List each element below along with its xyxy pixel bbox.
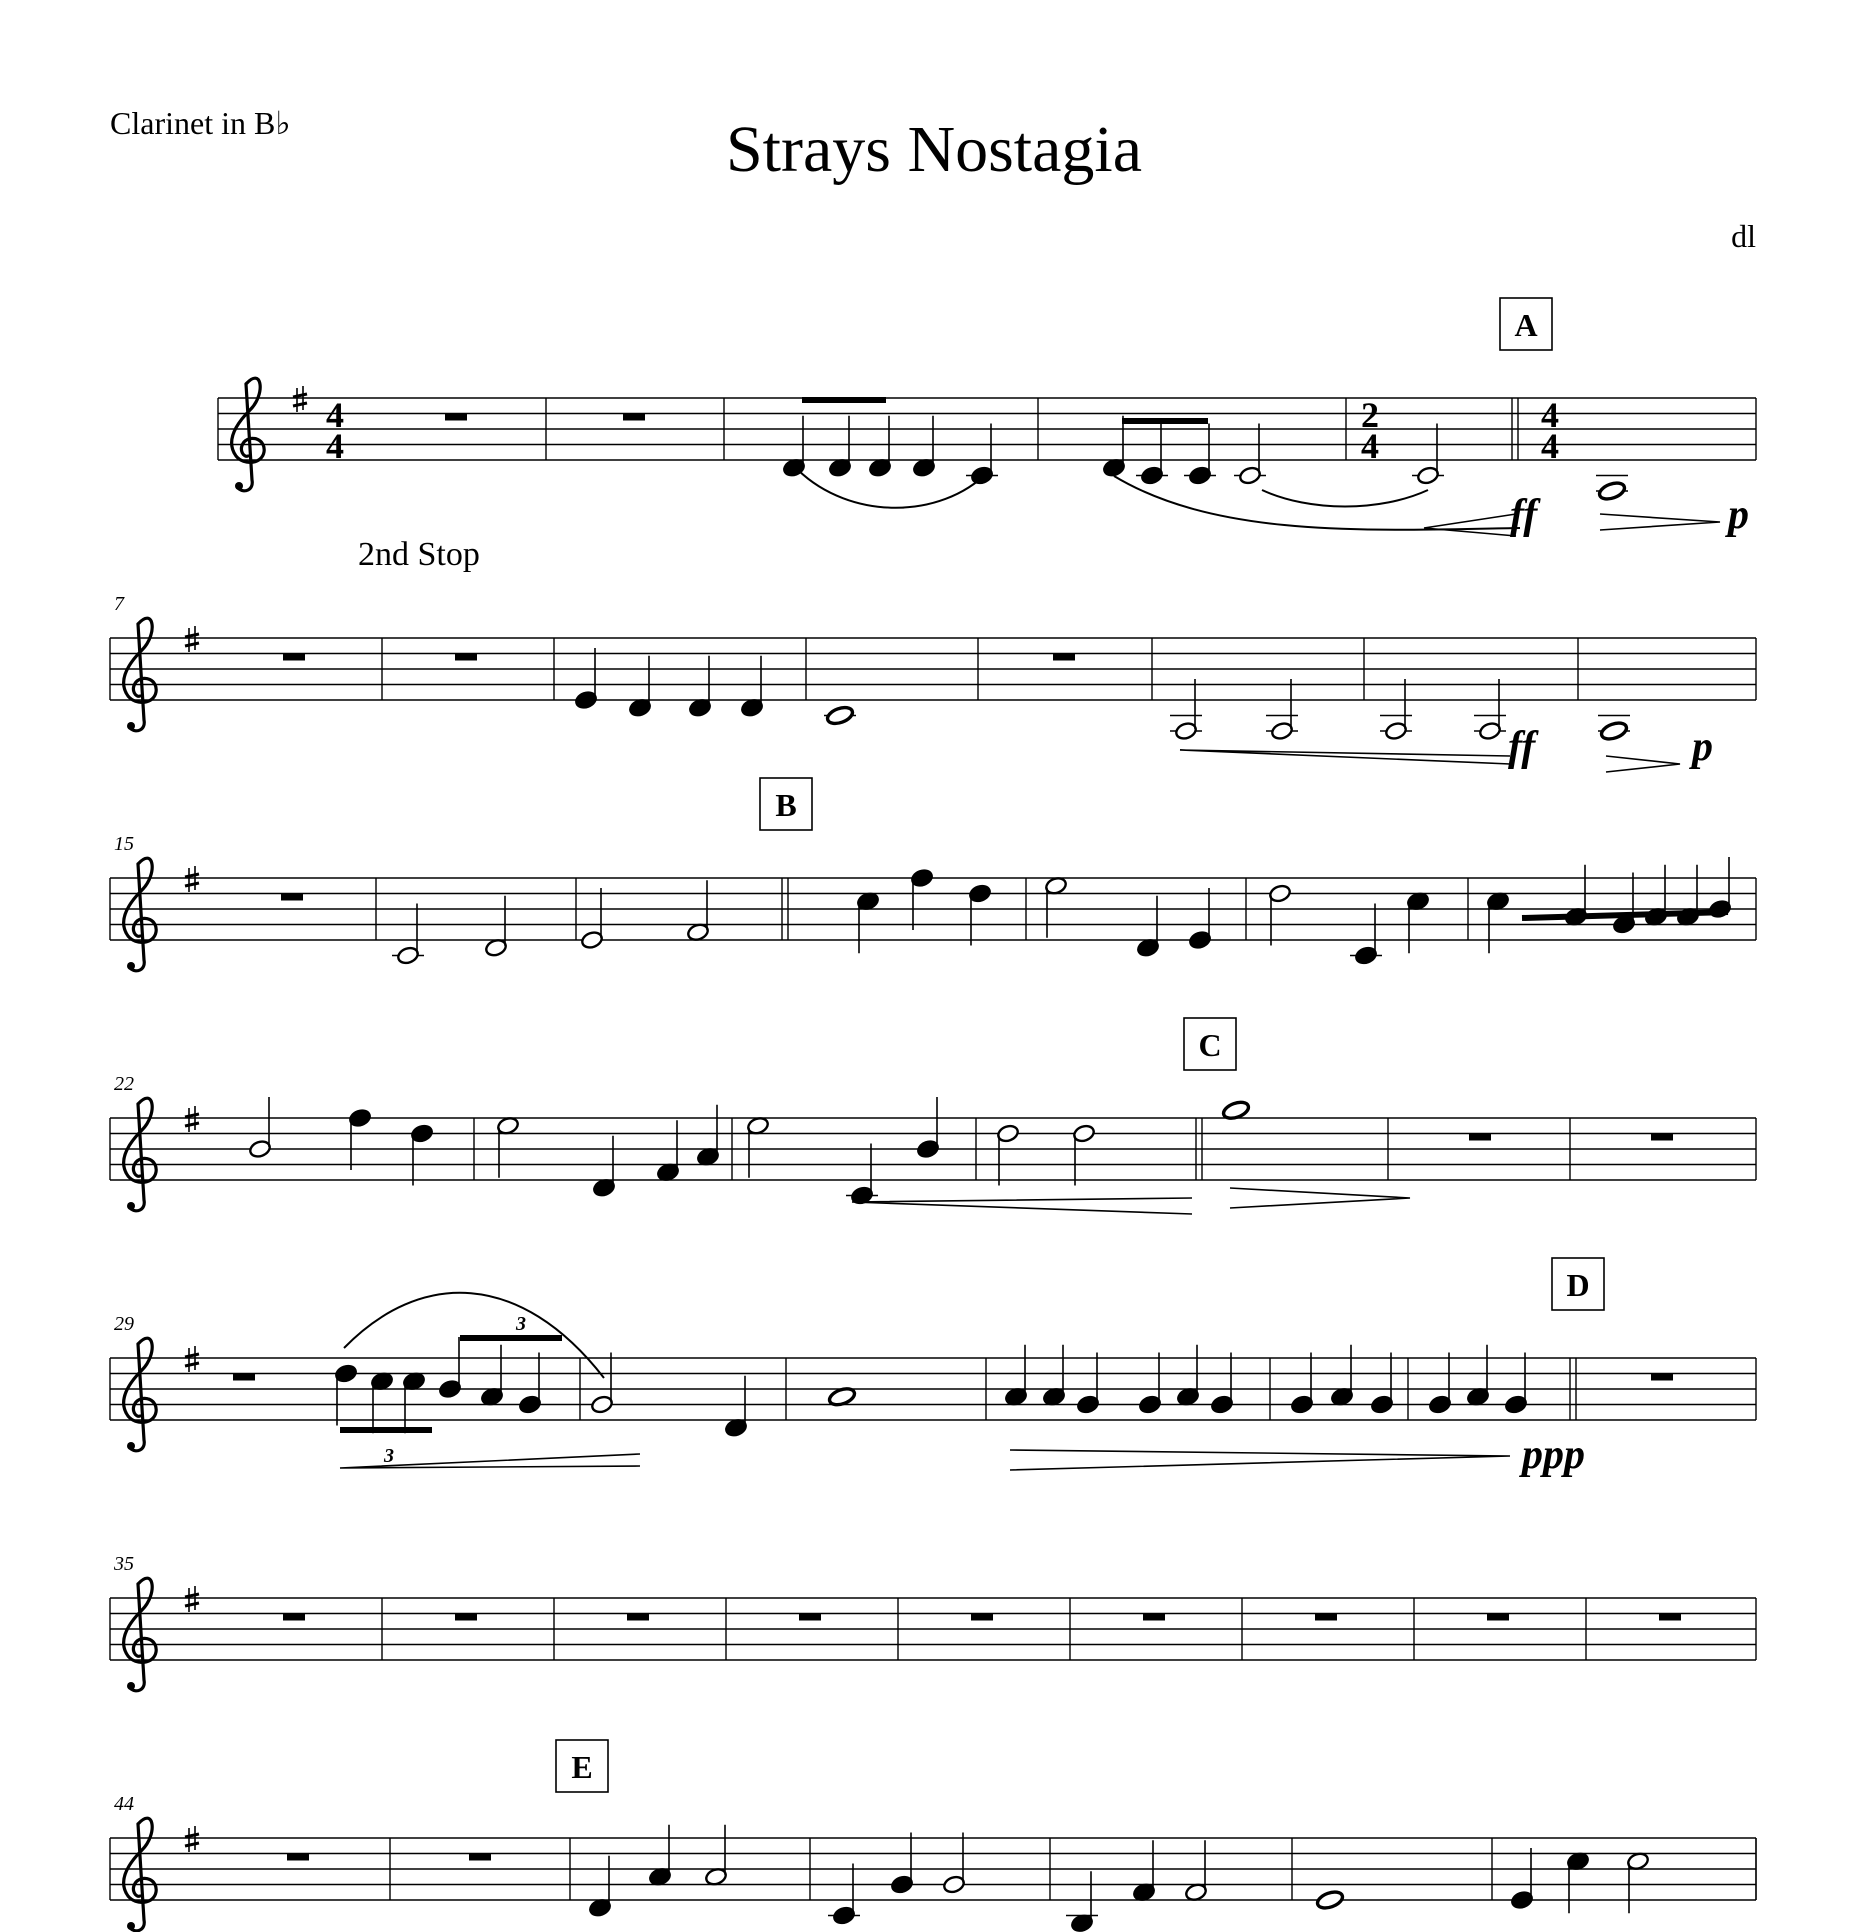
rehearsal-mark-d — [1552, 1258, 1604, 1310]
svg-text:E: E — [571, 1749, 593, 1785]
treble-clef — [124, 1338, 157, 1451]
key-signature-sharp — [185, 1826, 199, 1852]
time-signature: 2 — [1361, 395, 1379, 435]
key-signature-sharp — [293, 386, 307, 412]
whole-rest — [1315, 1614, 1337, 1621]
measure-number: 29 — [114, 1313, 134, 1335]
whole-rest — [469, 1854, 491, 1861]
whole-rest — [1651, 1374, 1673, 1381]
time-signature: 4 — [326, 426, 344, 466]
time-signature: 4 — [326, 395, 344, 435]
dynamic-mark: p — [1728, 492, 1749, 538]
decrescendo-hairpin — [1230, 1188, 1410, 1208]
treble-clef — [124, 1818, 157, 1931]
tuplet-number: 3 — [516, 1313, 526, 1335]
dynamic-mark: ff — [1510, 492, 1538, 538]
measure-number: 44 — [114, 1793, 134, 1815]
treble-clef — [124, 618, 157, 731]
score-title: Strays Nostagia — [725, 113, 1143, 186]
whole-rest — [1487, 1614, 1509, 1621]
key-signature-sharp — [185, 626, 199, 652]
time-signature: 4 — [1541, 426, 1559, 466]
crescendo-hairpin — [1424, 514, 1516, 536]
whole-rest — [445, 414, 467, 421]
tuplet-number: 3 — [384, 1445, 394, 1467]
whole-note — [1315, 1889, 1344, 1911]
treble-clef — [124, 1578, 157, 1691]
instrument-name: Clarinet in B♭ — [110, 105, 291, 141]
whole-note — [825, 704, 854, 726]
whole-rest — [281, 894, 303, 901]
composer-name: dl — [1731, 218, 1756, 254]
rehearsal-mark-e — [556, 1740, 608, 1792]
measure-number: 15 — [114, 833, 134, 855]
measure-number: 35 — [114, 1553, 134, 1575]
whole-rest — [283, 1614, 305, 1621]
measure-number: 7 — [114, 593, 124, 615]
whole-note — [1599, 720, 1628, 742]
slur — [1114, 476, 1520, 530]
whole-note — [1597, 480, 1626, 502]
key-signature-sharp — [185, 1586, 199, 1612]
whole-rest — [1469, 1134, 1491, 1141]
rehearsal-mark-a — [1500, 298, 1552, 350]
rehearsal-mark-c — [1184, 1018, 1236, 1070]
svg-text:C: C — [1198, 1027, 1222, 1063]
key-signature-sharp — [185, 866, 199, 892]
whole-rest — [1651, 1134, 1673, 1141]
dynamic-mark: ppp — [1522, 1432, 1585, 1478]
key-signature-sharp — [185, 1106, 199, 1132]
whole-rest — [1659, 1614, 1681, 1621]
time-signature: 4 — [1541, 395, 1559, 435]
svg-text:A: A — [1514, 307, 1538, 343]
treble-clef — [232, 378, 265, 491]
crescendo-hairpin — [852, 1198, 1192, 1214]
decrescendo-hairpin — [1606, 756, 1680, 772]
treble-clef — [124, 858, 157, 971]
dynamic-mark: ff — [1508, 724, 1536, 770]
time-signature: 4 — [1361, 426, 1379, 466]
slur — [798, 470, 988, 508]
whole-rest — [455, 654, 477, 661]
measure-number: 22 — [114, 1073, 134, 1095]
whole-rest — [623, 414, 645, 421]
decrescendo-hairpin — [1600, 514, 1720, 530]
whole-rest — [1053, 654, 1075, 661]
whole-rest — [1143, 1614, 1165, 1621]
tie — [1262, 490, 1428, 507]
whole-rest — [627, 1614, 649, 1621]
svg-text:B: B — [775, 787, 797, 823]
staff-systems — [110, 378, 1756, 1932]
whole-rest — [455, 1614, 477, 1621]
dynamic-mark: p — [1692, 724, 1713, 770]
crescendo-hairpin — [1180, 750, 1510, 764]
whole-rest — [971, 1614, 993, 1621]
crescendo-hairpin — [1010, 1450, 1510, 1470]
rehearsal-mark-b — [760, 778, 812, 830]
svg-text:D: D — [1566, 1267, 1590, 1303]
whole-rest — [233, 1374, 255, 1381]
whole-rest — [287, 1854, 309, 1861]
treble-clef — [124, 1098, 157, 1211]
text-mark-2nd-stop: 2nd Stop — [358, 536, 480, 573]
whole-rest — [799, 1614, 821, 1621]
whole-rest — [283, 654, 305, 661]
key-signature-sharp — [185, 1346, 199, 1372]
